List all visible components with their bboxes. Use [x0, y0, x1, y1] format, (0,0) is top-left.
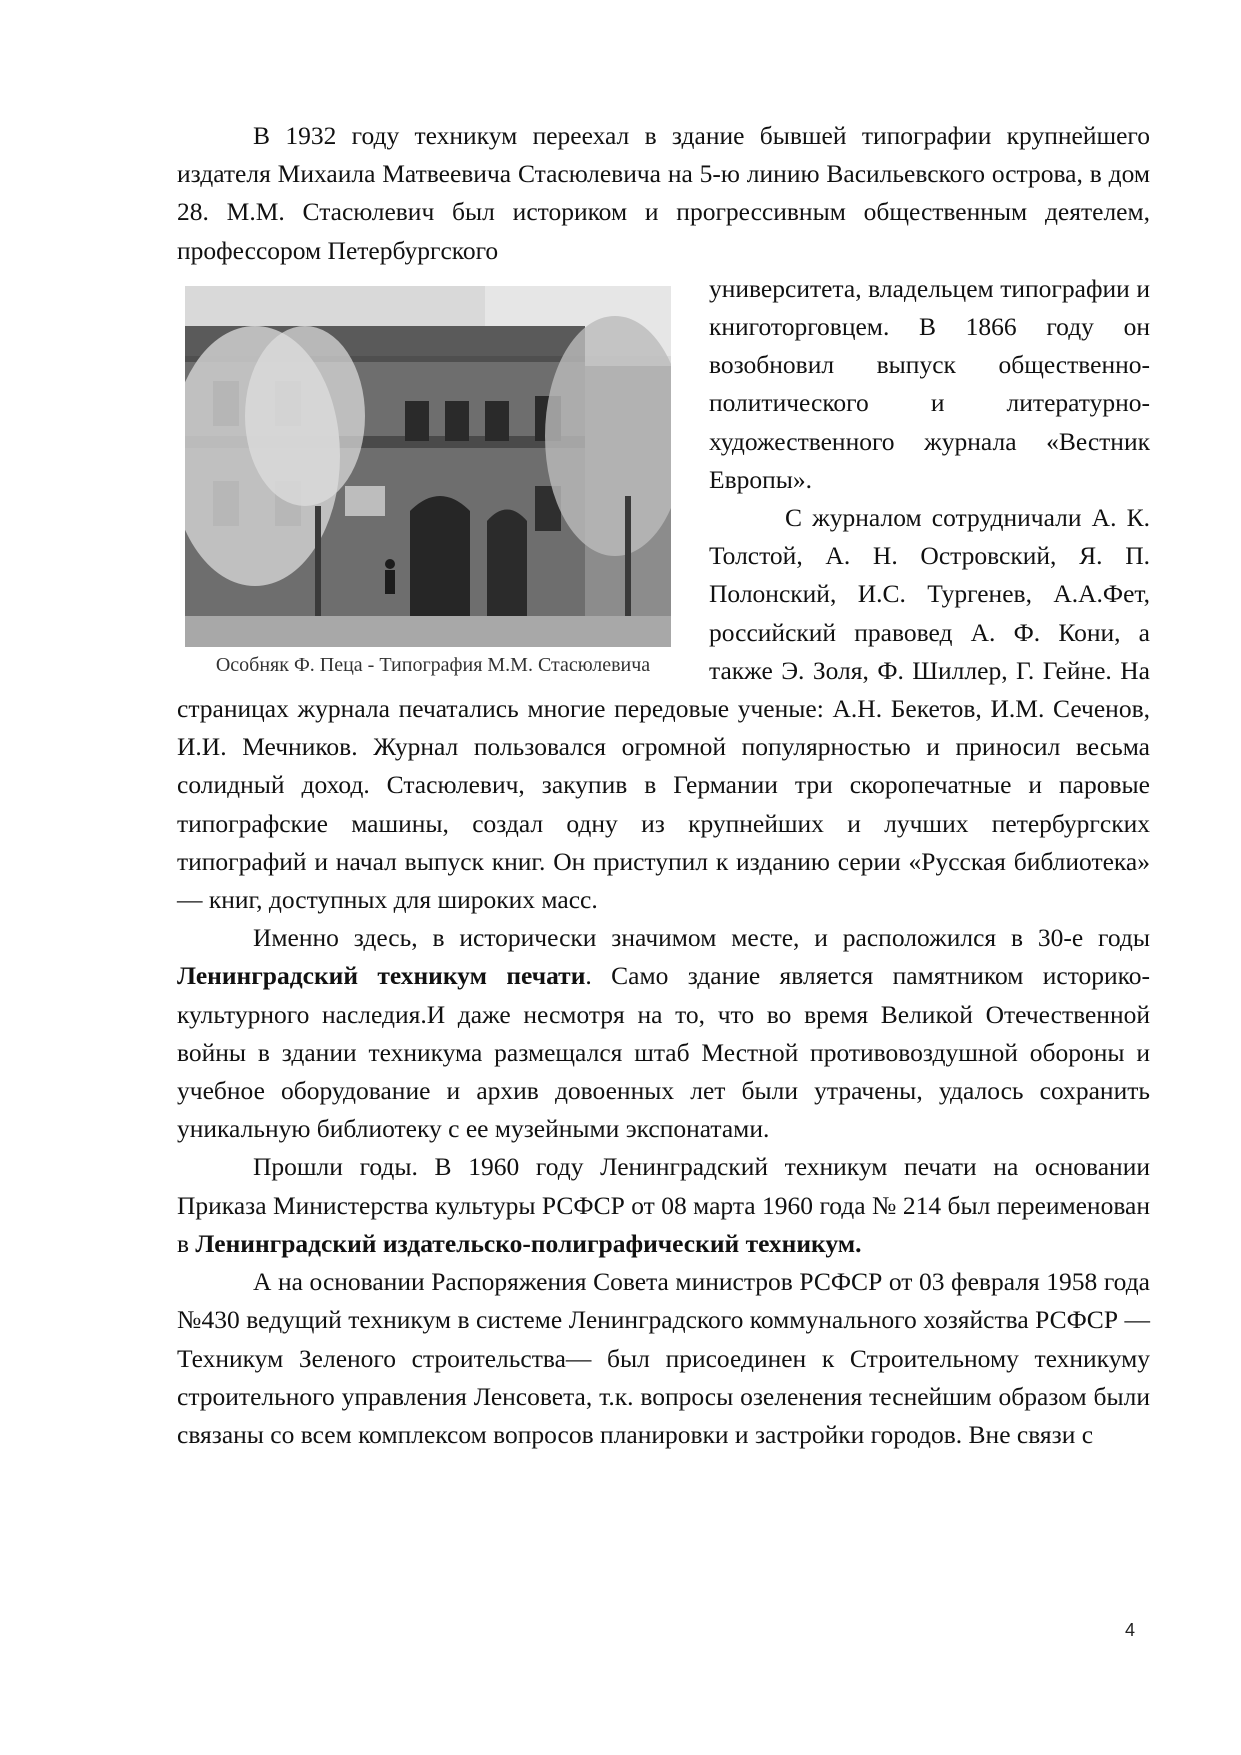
paragraph-1-intro: В 1932 году техникум переехал в здание бывшей типографии крупнейшего издателя Михаила Матвеевича Стасюлевича на 5-ю линию Васильевского острова, в дом 28. М.М. Стасюлевич был историком и прогрессивным общественным деятелем, профессором Петербургского: [177, 121, 1150, 265]
paragraph-3-end: . Само здание является памятником историко-культурного наследия.И даже несмотря на то, что во время Великой Отечественной войны в здании техникума размещался штаб Местной противовоздушной обороны и учебное оборудование и архив довоенных лет были утрачены, удалось сохранить уникальную библиотеку с ее музейными экспонатами.: [177, 961, 1150, 1144]
page-number: 4: [1125, 1620, 1136, 1640]
paragraph-3-start: Именно здесь, в исторически значимом месте, и расположился в 30-е годы: [253, 923, 1150, 953]
figure-caption: Особняк Ф. Пеца - Типография М.М. Стасюлевича: [215, 653, 651, 676]
paragraph-4: [177, 1148, 1150, 1263]
paragraph-1-continued: университета, владельцем типографии и книготорговцем. В 1866 году он возобновил выпуск общественно-политического и литературно-художественного журнала «Вестник Европы».: [709, 273, 1150, 494]
paragraph-4-bold: Ленинградский издательско-полиграфический техникум.: [195, 1228, 862, 1258]
paragraph-4-start: Прошли годы. В 1960 году Ленинградский техникум печати на основании Приказа Министерства культуры РСФСР от 08 марта 1960 года № 214 был переименован в: [177, 1152, 1150, 1258]
figure: [177, 276, 709, 688]
body-text: [177, 117, 1150, 1454]
paragraph-2: С журналом сотрудничали А. К. Толстой, А. Н. Островский, Я. П. Полонский, И.С. Тургенев, А.А.Фет, российский правовед А. Ф. Кони, а также Э. Золя, Ф. Шиллер, Г. Гейне. На страницах журнала печатались многие передовые ученые: А.Н. Бекетов, И.М. Сеченов, И.И. Мечников. Журнал пользовался огромной популярностью и приносил весьма солидный доход. Стасюлевич, закупив в Германии три скоропечатные и паровые типографские машины, создал одну из крупнейших и лучших петербургских типографий и начал выпуск книг. Он приступил к изданию серии «Русская библиотека» — книг, доступных для широких масс.: [177, 503, 1150, 915]
paragraph-3: [177, 919, 1150, 1148]
paragraph-5: А на основании Распоряжения Совета министров РСФСР от 03 февраля 1958 года №430 ведущий техникум в системе Ленинградского коммунального хозяйства РСФСР —Техникум Зеленого строительства— был присоединен к Строительному техникуму строительного управления Ленсовета, т.к. вопросы озеленения теснейшим образом были связаны со всем комплексом вопросов планировки и застройки городов. Вне связи с: [177, 1267, 1150, 1449]
paragraph-3-bold: Ленинградский техникум печати: [177, 961, 586, 991]
building-photo: [185, 286, 671, 647]
